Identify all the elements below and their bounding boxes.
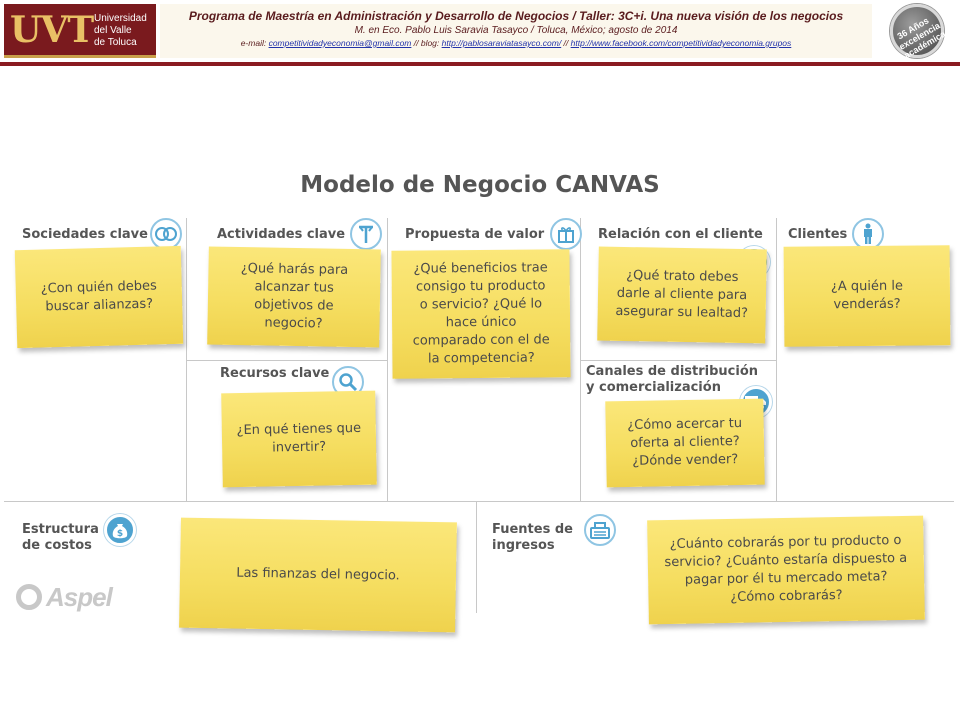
section-title-sociedades: Sociedades clave <box>22 227 148 242</box>
aspel-watermark: Aspel <box>46 582 112 612</box>
seal-text: 36 Años excelencia académica <box>895 15 948 61</box>
facebook-link[interactable]: http://www.facebook.com/competitividadyeconomia.grupos <box>570 38 792 48</box>
tools-icon <box>350 218 382 250</box>
uvt-logo <box>4 4 156 58</box>
note-relacion: ¿Qué trato debes darle al cliente para asegurar su lealtad? <box>597 247 767 344</box>
anniversary-seal <box>890 4 948 61</box>
grid-line-h-right <box>580 360 777 361</box>
section-title-ingresos: Fuentes de ingresos <box>492 522 573 553</box>
email-link[interactable]: competitividadyeconomia@gmail.com <box>268 38 412 48</box>
author-line: M. en Eco. Pablo Luis Saravia Tasayco / Toluca, México; agosto de 2014 <box>354 25 678 36</box>
section-title-recursos: Recursos clave <box>220 366 330 381</box>
grid-line-v-bottom <box>476 501 477 613</box>
note-ingresos: ¿Cuánto cobrarás por tu producto o servicio? ¿Cuánto estaría dispuesto a pagar por él tu mercado meta? ¿Cómo cobrarás? <box>647 516 925 625</box>
separator: // <box>561 38 571 48</box>
section-title-propuesta: Propuesta de valor <box>405 227 545 242</box>
section-title-clientes: Clientes <box>788 227 848 242</box>
header-text-box <box>160 4 872 58</box>
logo-text: Universidad del Valle de Toluca <box>94 13 147 48</box>
contact-line <box>160 37 872 50</box>
aspel-logo-mark <box>16 584 42 610</box>
section-title-relacion: Relación con el cliente <box>598 227 763 242</box>
cash-register-icon <box>584 514 616 546</box>
money-bag-icon <box>104 514 136 546</box>
header-rule <box>0 62 960 66</box>
logo-mark: UVT <box>10 9 94 51</box>
note-costos: Las finanzas del negocio. <box>179 518 457 633</box>
note-actividades: ¿Qué harás para alcanzar tus objetivos de negocio? <box>207 247 381 348</box>
grid-line-bottom <box>4 501 954 502</box>
note-canales: ¿Cómo acercar tu oferta al cliente? ¿Dónde vender? <box>605 399 764 488</box>
note-propuesta: ¿Qué beneficios trae consigo tu producto o servicio? ¿Qué lo hace único comparado con el de la competencia? <box>391 249 570 379</box>
section-title-canales: Canales de distribución y comercialización <box>586 364 759 395</box>
section-title-costos: Estructura de costos <box>22 522 99 553</box>
email-prefix: e-mail: <box>240 38 269 48</box>
note-sociedades: ¿Con quién debes buscar alianzas? <box>15 246 184 348</box>
note-clientes: ¿A quién le venderás? <box>784 245 951 346</box>
section-title-actividades: Actividades clave <box>217 227 346 242</box>
grid-line-h-left <box>186 360 388 361</box>
svg-text:$: $ <box>116 529 124 539</box>
blog-link[interactable]: http://pablosaraviatasayco.com/ <box>441 38 562 48</box>
note-recursos: ¿En qué tienes que invertir? <box>221 391 377 488</box>
canvas-title: Modelo de Negocio CANVAS <box>300 172 660 198</box>
gift-icon <box>550 218 582 250</box>
page-header <box>0 0 960 66</box>
blog-prefix: // blog: <box>411 38 442 48</box>
program-title: Programa de Maestría en Administración y Desarrollo de Negocios / Taller: 3C+i. Una nueva visión de los negocios <box>188 9 844 23</box>
